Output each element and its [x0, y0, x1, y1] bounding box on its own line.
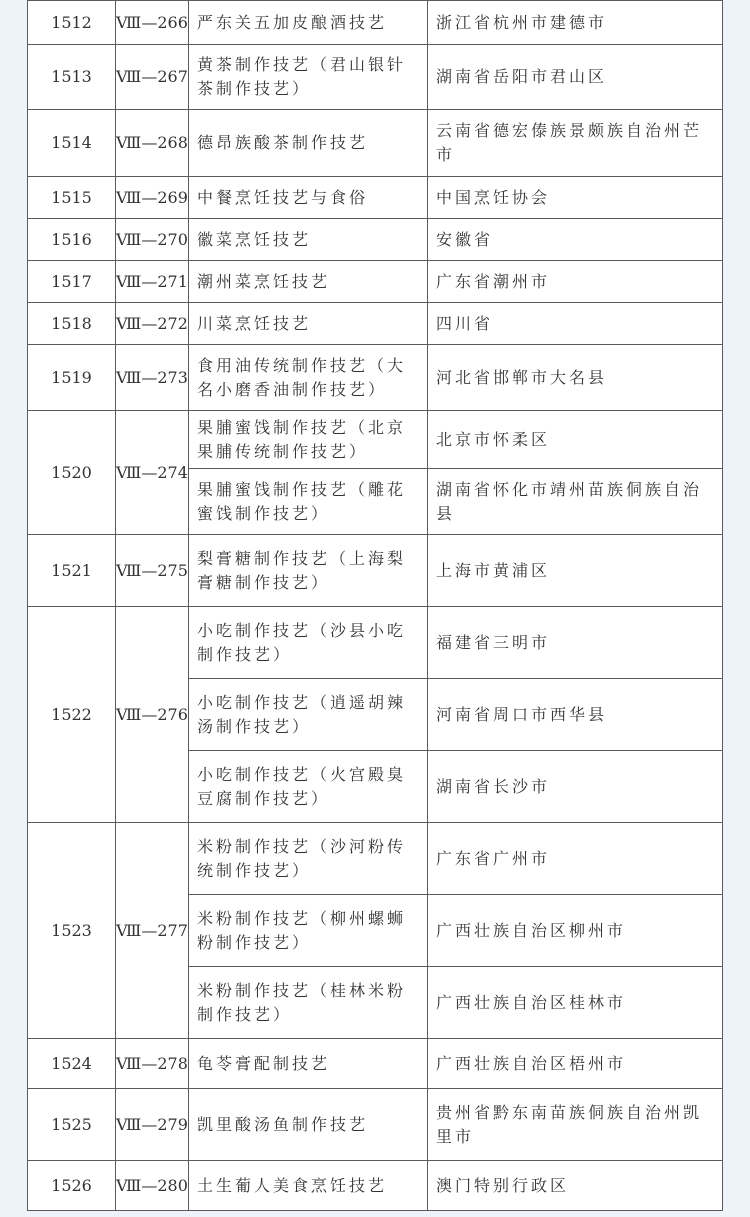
item-name-cell: 果脯蜜饯制作技艺（北京果脯传统制作技艺）	[189, 411, 428, 469]
table-row	[28, 411, 723, 469]
item-code-cell: Ⅷ—277	[116, 823, 189, 1039]
item-code-cell: Ⅷ—274	[116, 411, 189, 535]
table-row	[28, 1, 723, 45]
serial-number-cell: 1525	[28, 1089, 116, 1161]
item-code-cell: Ⅷ—271	[116, 261, 189, 303]
table-row	[28, 1089, 723, 1161]
item-code-cell: Ⅷ—273	[116, 345, 189, 411]
serial-number-cell: 1526	[28, 1161, 116, 1211]
item-name-cell: 严东关五加皮酿酒技艺	[189, 1, 428, 45]
applicant-area-cell: 湖南省岳阳市君山区	[428, 45, 723, 110]
item-code-cell: Ⅷ—266	[116, 1, 189, 45]
serial-number-cell: 1521	[28, 535, 116, 607]
applicant-area-cell: 中国烹饪协会	[428, 177, 723, 219]
item-code-cell: Ⅷ—276	[116, 607, 189, 823]
serial-number-cell: 1514	[28, 110, 116, 177]
item-name-cell: 果脯蜜饯制作技艺（雕花蜜饯制作技艺）	[189, 469, 428, 535]
table-row	[28, 823, 723, 895]
applicant-area-cell: 福建省三明市	[428, 607, 723, 679]
table-row	[28, 261, 723, 303]
item-name-cell: 食用油传统制作技艺（大名小磨香油制作技艺）	[189, 345, 428, 411]
applicant-area-cell: 河南省周口市西华县	[428, 679, 723, 751]
heritage-list-table	[27, 0, 723, 1211]
item-name-cell: 徽菜烹饪技艺	[189, 219, 428, 261]
applicant-area-cell: 广西壮族自治区柳州市	[428, 895, 723, 967]
item-name-cell: 米粉制作技艺（桂林米粉制作技艺）	[189, 967, 428, 1039]
applicant-area-cell: 上海市黄浦区	[428, 535, 723, 607]
applicant-area-cell: 安徽省	[428, 219, 723, 261]
applicant-area-cell: 广西壮族自治区梧州市	[428, 1039, 723, 1089]
applicant-area-cell: 广东省广州市	[428, 823, 723, 895]
table-row	[28, 45, 723, 110]
serial-number-cell: 1517	[28, 261, 116, 303]
item-name-cell: 川菜烹饪技艺	[189, 303, 428, 345]
applicant-area-cell: 北京市怀柔区	[428, 411, 723, 469]
item-name-cell: 德昂族酸茶制作技艺	[189, 110, 428, 177]
item-name-cell: 米粉制作技艺（柳州螺蛳粉制作技艺）	[189, 895, 428, 967]
item-code-cell: Ⅷ—270	[116, 219, 189, 261]
item-name-cell: 中餐烹饪技艺与食俗	[189, 177, 428, 219]
item-code-cell: Ⅷ—269	[116, 177, 189, 219]
table-row	[28, 345, 723, 411]
item-name-cell: 小吃制作技艺（沙县小吃制作技艺）	[189, 607, 428, 679]
item-name-cell: 小吃制作技艺（逍遥胡辣汤制作技艺）	[189, 679, 428, 751]
item-name-cell: 土生葡人美食烹饪技艺	[189, 1161, 428, 1211]
applicant-area-cell: 湖南省长沙市	[428, 751, 723, 823]
serial-number-cell: 1513	[28, 45, 116, 110]
applicant-area-cell: 浙江省杭州市建德市	[428, 1, 723, 45]
applicant-area-cell: 河北省邯郸市大名县	[428, 345, 723, 411]
applicant-area-cell: 贵州省黔东南苗族侗族自治州凯里市	[428, 1089, 723, 1161]
applicant-area-cell: 广西壮族自治区桂林市	[428, 967, 723, 1039]
item-name-cell: 米粉制作技艺（沙河粉传统制作技艺）	[189, 823, 428, 895]
serial-number-cell: 1520	[28, 411, 116, 535]
serial-number-cell: 1518	[28, 303, 116, 345]
serial-number-cell: 1516	[28, 219, 116, 261]
serial-number-cell: 1523	[28, 823, 116, 1039]
table-row	[28, 177, 723, 219]
table-row	[28, 607, 723, 679]
serial-number-cell: 1515	[28, 177, 116, 219]
serial-number-cell: 1512	[28, 1, 116, 45]
serial-number-cell: 1524	[28, 1039, 116, 1089]
applicant-area-cell: 云南省德宏傣族景颇族自治州芒市	[428, 110, 723, 177]
table-row	[28, 303, 723, 345]
item-code-cell: Ⅷ—278	[116, 1039, 189, 1089]
applicant-area-cell: 广东省潮州市	[428, 261, 723, 303]
item-code-cell: Ⅷ—279	[116, 1089, 189, 1161]
table-row	[28, 1039, 723, 1089]
table-row	[28, 1161, 723, 1211]
table-row	[28, 535, 723, 607]
item-name-cell: 小吃制作技艺（火宫殿臭豆腐制作技艺）	[189, 751, 428, 823]
serial-number-cell: 1522	[28, 607, 116, 823]
serial-number-cell: 1519	[28, 345, 116, 411]
table-body	[28, 1, 723, 1211]
applicant-area-cell: 湖南省怀化市靖州苗族侗族自治县	[428, 469, 723, 535]
applicant-area-cell: 澳门特别行政区	[428, 1161, 723, 1211]
item-code-cell: Ⅷ—267	[116, 45, 189, 110]
applicant-area-cell: 四川省	[428, 303, 723, 345]
item-code-cell: Ⅷ—272	[116, 303, 189, 345]
item-name-cell: 凯里酸汤鱼制作技艺	[189, 1089, 428, 1161]
item-code-cell: Ⅷ—280	[116, 1161, 189, 1211]
item-name-cell: 龟苓膏配制技艺	[189, 1039, 428, 1089]
item-name-cell: 黄茶制作技艺（君山银针茶制作技艺）	[189, 45, 428, 110]
table-row	[28, 219, 723, 261]
item-code-cell: Ⅷ—275	[116, 535, 189, 607]
table-row	[28, 110, 723, 177]
item-name-cell: 潮州菜烹饪技艺	[189, 261, 428, 303]
item-name-cell: 梨膏糖制作技艺（上海梨膏糖制作技艺）	[189, 535, 428, 607]
item-code-cell: Ⅷ—268	[116, 110, 189, 177]
